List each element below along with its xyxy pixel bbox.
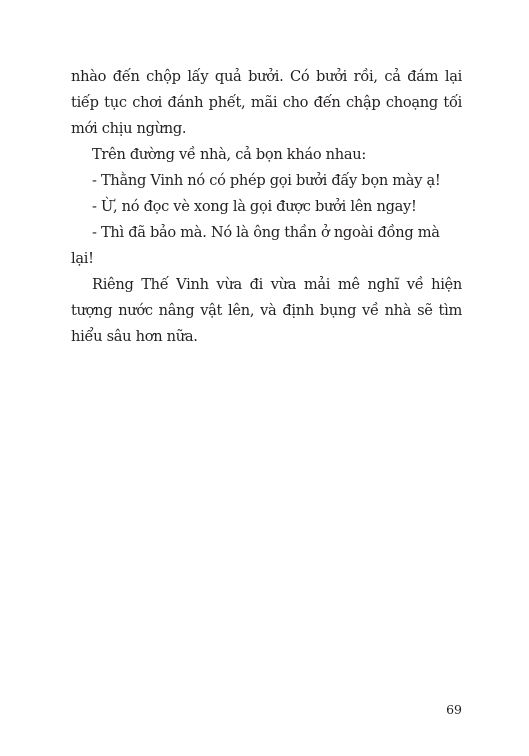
- body-text: [71, 64, 462, 350]
- page-number: 69: [446, 702, 462, 717]
- paragraph-closing: Riêng Thế Vinh vừa đi vừa mải mê nghĩ về hiện tượng nước nâng vật lên, và định bụng về nhà sẽ tìm hiểu sâu hơn nữa.: [71, 276, 462, 345]
- paragraph-narration: Trên đường về nhà, cả bọn kháo nhau:: [92, 146, 366, 163]
- paragraph-continuation: nhào đến chộp lấy quả bưởi. Có bưởi rồi, cả đám lại tiếp tục chơi đánh phết, mãi cho đến chập choạng tối mới chịu ngừng.: [71, 68, 462, 137]
- dialogue-line-2: - Ừ, nó đọc vè xong là gọi được bưởi lên ngay!: [92, 198, 417, 215]
- dialogue-line-3: - Thì đã bảo mà. Nó là ông thần ở ngoài đồng mà lại!: [71, 224, 440, 267]
- dialogue-line-1: - Thằng Vinh nó có phép gọi bưởi đấy bọn mày ạ!: [92, 172, 441, 189]
